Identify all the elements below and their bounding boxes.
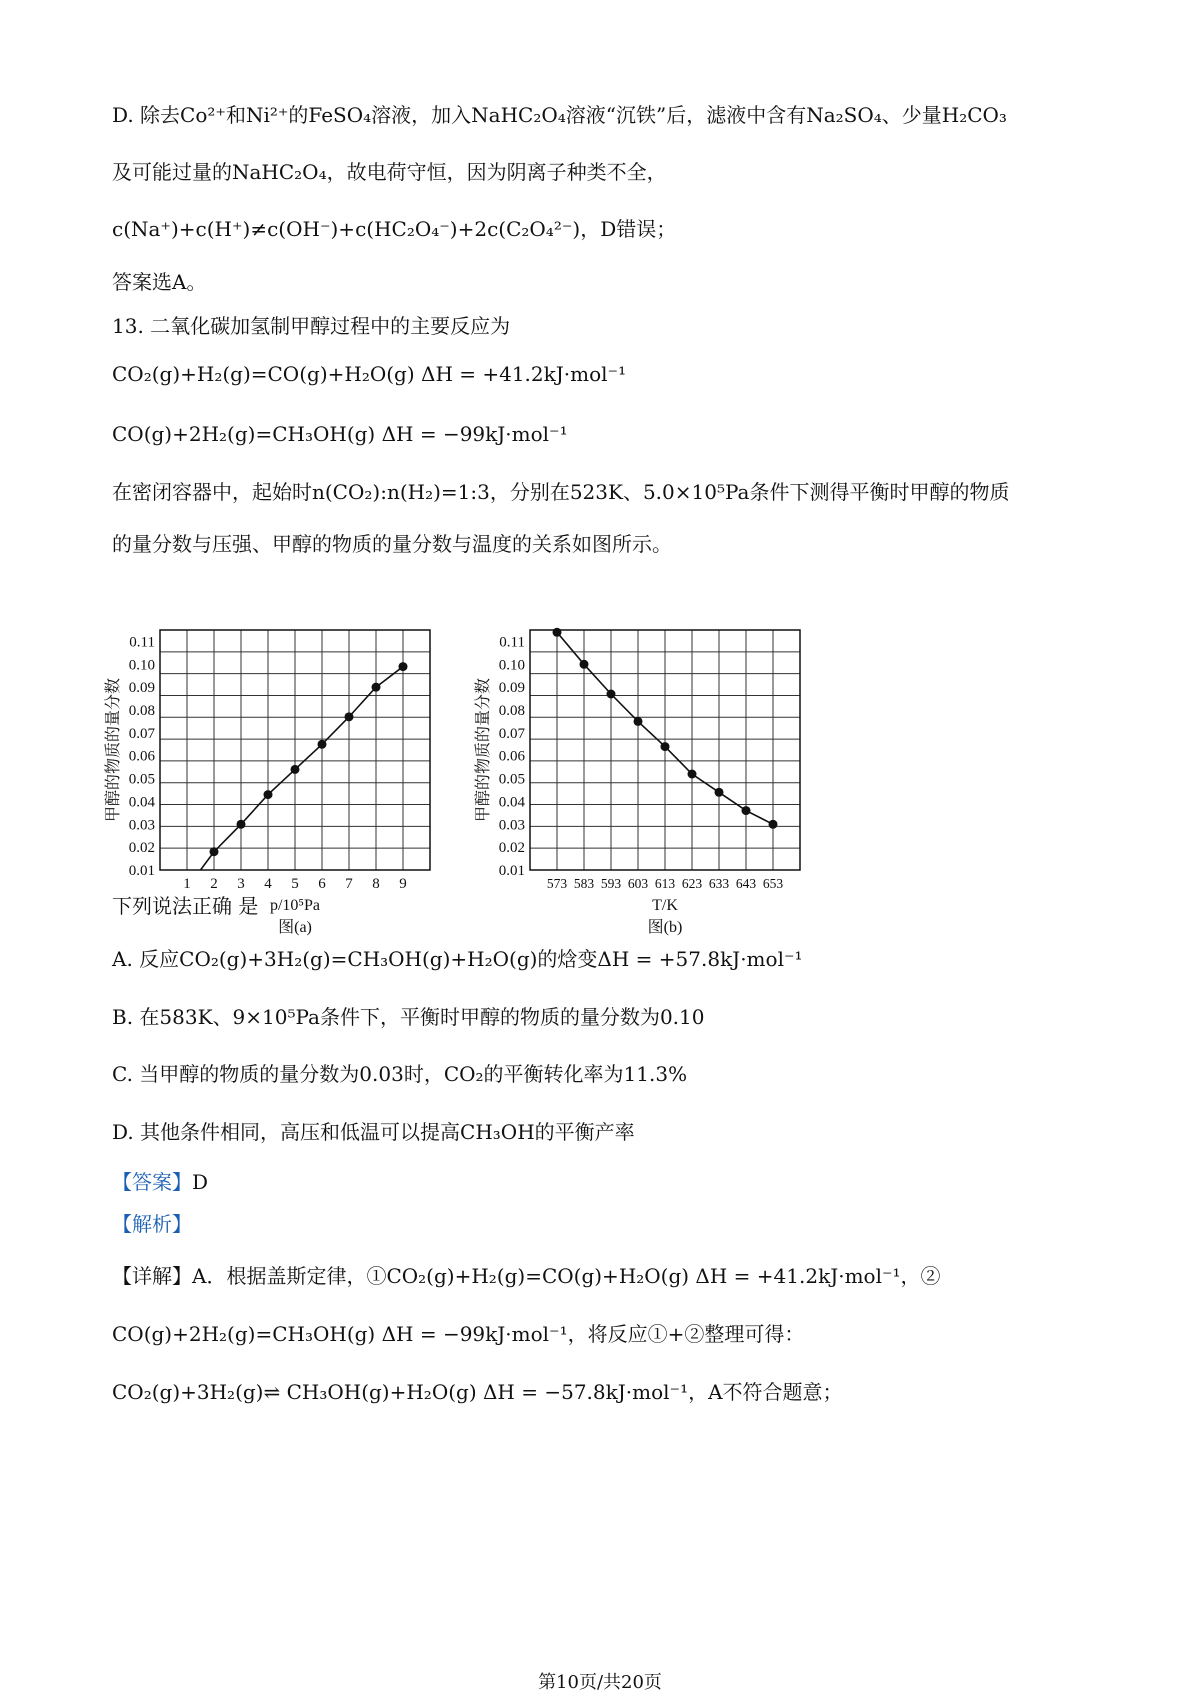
detail-text-3: CO₂(g)+3H₂(g)⇌ CH₃OH(g)+H₂O(g) ΔH = −57.8kJ·mol⁻¹，A不符合题意； xyxy=(112,1380,843,1404)
page-footer: 第10页/共20页 xyxy=(538,1672,662,1693)
x-tick-label: 1 xyxy=(183,876,191,892)
text-line-4: 答案选A。 xyxy=(112,270,207,294)
x-tick-label: 643 xyxy=(735,876,757,891)
data-point xyxy=(345,712,354,721)
x-tick-label: 2 xyxy=(210,876,218,892)
data-point xyxy=(399,662,408,671)
data-point xyxy=(291,765,300,774)
y-tick-label: 0.08 xyxy=(498,703,525,719)
data-point xyxy=(237,820,246,829)
text-line-9: 的量分数与压强、甲醇的物质的量分数与温度的关系如图所示。 xyxy=(112,532,672,556)
y-tick-label: 0.06 xyxy=(498,748,525,765)
detail-text-1: A．根据盖斯定律，①CO₂(g)+H₂(g)=CO(g)+H₂O(g) ΔH = +41.2kJ·mol⁻¹，② xyxy=(192,1264,941,1288)
data-point xyxy=(580,660,589,669)
x-tick-label: 633 xyxy=(708,876,730,891)
data-point xyxy=(553,628,562,637)
y-tick-label: 0.06 xyxy=(128,748,155,765)
option-d: D. 其他条件相同，高压和低温可以提高CH₃OH的平衡产率 xyxy=(112,1120,635,1144)
question-title: 13. 二氧化碳加氢制甲醇过程中的主要反应为 xyxy=(112,314,511,338)
x-tick-label: 593 xyxy=(600,876,622,891)
y-tick-label: 0.07 xyxy=(498,725,525,742)
y-tick-label: 0.02 xyxy=(498,840,525,857)
chart-b xyxy=(440,620,880,960)
text-line-2: 及可能过量的NaHC₂O₄，故电荷守恒，因为阴离子种类不全， xyxy=(112,160,667,184)
y-tick-label: 0.09 xyxy=(498,680,525,697)
analysis-label: 【解析】 xyxy=(112,1212,192,1236)
data-point xyxy=(742,806,751,815)
y-tick-label: 0.05 xyxy=(498,771,525,788)
reaction-1: CO₂(g)+H₂(g)=CO(g)+H₂O(g) ΔH = +41.2kJ·mol⁻¹ xyxy=(112,362,627,386)
x-tick-label: 623 xyxy=(681,876,703,891)
y-tick-label: 0.01 xyxy=(128,863,155,879)
y-tick-label: 0.10 xyxy=(128,657,155,674)
text-line-1: D. 除去Co²⁺和Ni²⁺的FeSO₄溶液，加入NaHC₂O₄溶液“沉铁”后，滤液中含有Na₂SO₄、少量H₂CO₃ xyxy=(112,103,1007,127)
y-tick-label: 0.02 xyxy=(128,840,155,857)
x-tick-label: 573 xyxy=(546,876,568,891)
y-tick-label: 0.04 xyxy=(128,794,155,811)
y-tick-label: 0.01 xyxy=(498,863,525,879)
x-tick-label: 613 xyxy=(654,876,676,891)
y-tick-label: 0.11 xyxy=(499,634,525,651)
series-line xyxy=(201,667,404,870)
y-tick-label: 0.08 xyxy=(128,703,155,719)
data-point xyxy=(661,742,670,751)
data-point xyxy=(607,690,616,699)
x-tick-label: 6 xyxy=(318,876,326,892)
detail-row xyxy=(112,1262,941,1290)
chart-caption: 图(a) xyxy=(278,919,312,936)
data-point xyxy=(210,847,219,856)
chart-b-svg xyxy=(440,620,880,960)
y-tick-label: 0.11 xyxy=(129,634,155,651)
y-tick-label: 0.03 xyxy=(498,817,525,834)
data-point xyxy=(769,820,778,829)
detail-label: 【详解】 xyxy=(112,1264,192,1288)
text-line-3: c(Na⁺)+c(H⁺)≠c(OH⁻)+c(HC₂O₄⁻)+2c(C₂O₄²⁻)，D错误； xyxy=(112,217,677,241)
x-tick-label: 9 xyxy=(399,876,407,892)
y-tick-label: 0.07 xyxy=(128,725,155,742)
y-axis-label: 甲醇的物质的量分数 xyxy=(475,677,492,823)
x-tick-label: 583 xyxy=(573,876,595,891)
data-point xyxy=(634,717,643,726)
answer-value: D xyxy=(192,1170,209,1194)
detail-text-2: CO(g)+2H₂(g)=CH₃OH(g) ΔH = −99kJ·mol⁻¹，将反应①+②整理可得： xyxy=(112,1322,805,1346)
option-a: A. 反应CO₂(g)+3H₂(g)=CH₃OH(g)+H₂O(g)的焓变ΔH = +57.8kJ·mol⁻¹ xyxy=(112,947,803,971)
x-tick-label: 5 xyxy=(291,876,299,892)
option-b: B. 在583K、9×10⁵Pa条件下，平衡时甲醇的物质的量分数为0.10 xyxy=(112,1005,705,1029)
x-axis-label: p/10⁵Pa xyxy=(269,897,321,914)
x-tick-label: 7 xyxy=(345,876,353,892)
data-point xyxy=(715,788,724,797)
reaction-2: CO(g)+2H₂(g)=CH₃OH(g) ΔH = −99kJ·mol⁻¹ xyxy=(112,422,568,446)
y-tick-label: 0.04 xyxy=(498,794,525,811)
x-tick-label: 3 xyxy=(237,876,245,892)
data-point xyxy=(318,740,327,749)
x-tick-label: 4 xyxy=(264,876,272,892)
y-tick-label: 0.10 xyxy=(498,657,525,674)
y-axis-label: 甲醇的物质的量分数 xyxy=(105,677,122,823)
answer-label: 【答案】 xyxy=(112,1170,192,1194)
x-tick-label: 653 xyxy=(762,876,784,891)
data-point xyxy=(264,790,273,799)
x-axis-label: T/K xyxy=(652,897,678,914)
y-tick-label: 0.09 xyxy=(128,680,155,697)
answer-row xyxy=(112,1168,208,1196)
text-line-8: 在密闭容器中，起始时n(CO₂):n(H₂)=1:3，分别在523K、5.0×10⁵Pa条件下测得平衡时甲醇的物质 xyxy=(112,480,1010,504)
y-tick-label: 0.03 xyxy=(128,817,155,834)
chart-caption: 图(b) xyxy=(647,919,683,936)
y-tick-label: 0.05 xyxy=(128,771,155,788)
x-tick-label: 603 xyxy=(627,876,649,891)
prompt-line: 下列说法正确 是 xyxy=(112,894,259,918)
x-tick-label: 8 xyxy=(372,876,380,892)
data-point xyxy=(372,683,381,692)
data-point xyxy=(688,770,697,779)
option-c: C. 当甲醇的物质的量分数为0.03时，CO₂的平衡转化率为11.3% xyxy=(112,1062,688,1086)
